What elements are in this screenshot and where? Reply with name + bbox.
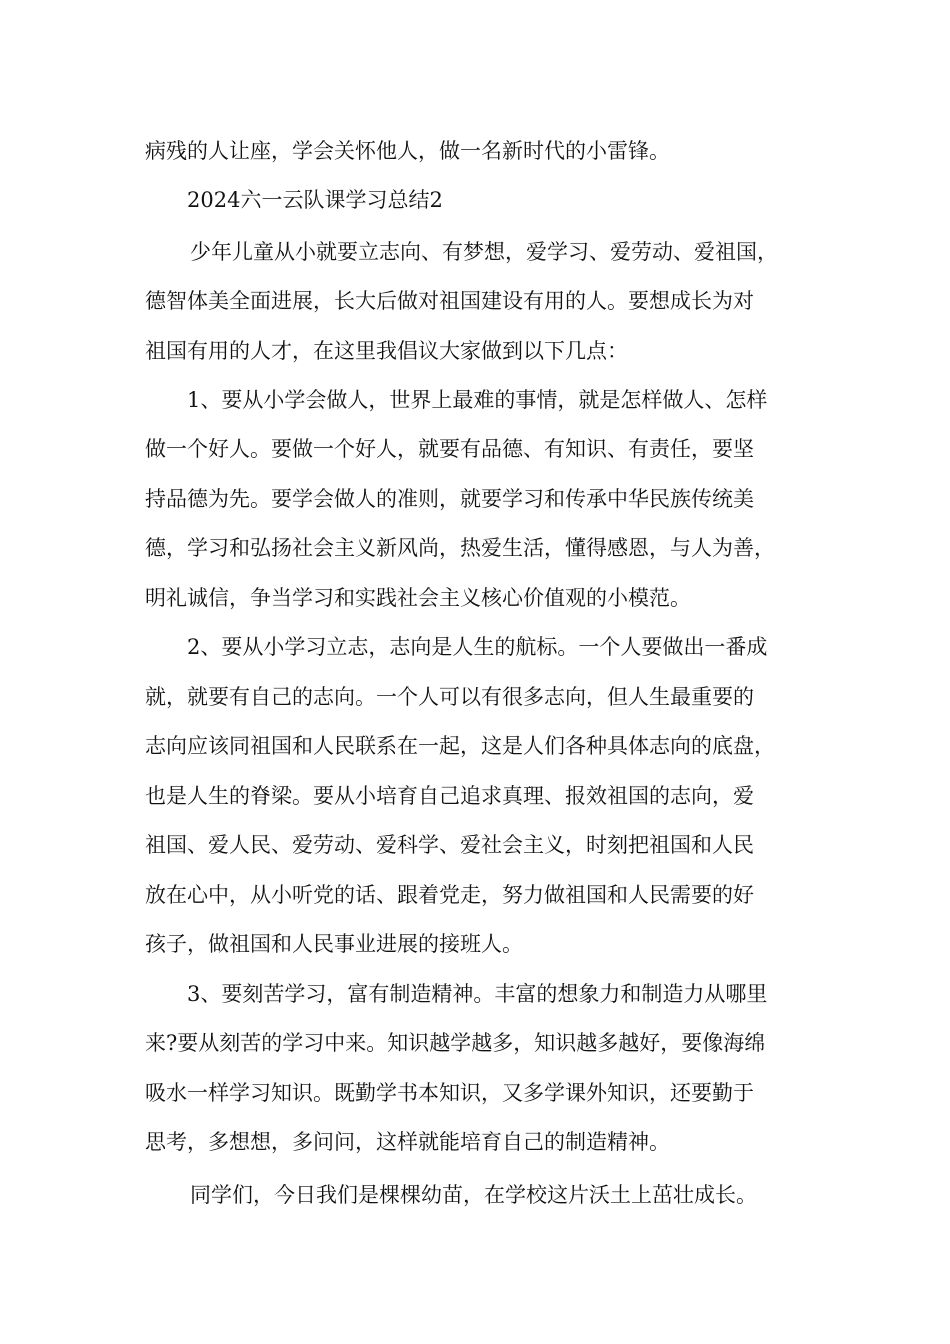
text-line-18: 3、要刻苦学习，富有制造精神。丰富的想象力和制造力从哪里 <box>187 982 768 1006</box>
text-line-16: 放在心中，从小听党的话、跟着党走，努力做祖国和人民需要的好 <box>145 883 754 907</box>
text-line-13: 志向应该同祖国和人民联系在一起，这是人们各种具体志向的底盘， <box>145 734 775 758</box>
text-line-22: 同学们，今日我们是棵棵幼苗，在学校这片沃土上茁壮成长。 <box>190 1183 757 1207</box>
text-line-20: 吸水一样学习知识。既勤学书本知识，又多学课外知识，还要勤于 <box>145 1081 754 1105</box>
text-line-1: 病残的人让座，学会关怀他人，做一名新时代的小雷锋。 <box>145 139 670 163</box>
text-line-6: 1、要从小学会做人，世界上最难的事情，就是怎样做人、怎样 <box>187 388 768 412</box>
text-line-11: 2、要从小学习立志，志向是人生的航标。一个人要做出一番成 <box>187 635 768 659</box>
text-line-17: 孩子，做祖国和人民事业进展的接班人。 <box>145 932 523 956</box>
text-line-21: 思考，多想想，多问问，这样就能培育自己的制造精神。 <box>145 1130 670 1154</box>
section-heading: 2024六一云队课学习总结2 <box>187 188 443 212</box>
text-line-3: 少年儿童从小就要立志向、有梦想，爱学习、爱劳动、爱祖国， <box>190 240 778 264</box>
text-line-4: 德智体美全面进展，长大后做对祖国建设有用的人。要想成长为对 <box>145 289 754 313</box>
text-line-8: 持品德为先。要学会做人的准则，就要学习和传承中华民族传统美 <box>145 487 754 511</box>
text-line-7: 做一个好人。要做一个好人，就要有品德、有知识、有责任，要坚 <box>145 437 754 461</box>
text-line-19: 来?要从刻苦的学习中来。知识越学越多，知识越多越好，要像海绵 <box>145 1031 766 1055</box>
text-line-14: 也是人生的脊梁。要从小培育自己追求真理、报效祖国的志向，爱 <box>145 784 754 808</box>
text-line-12: 就，就要有自己的志向。一个人可以有很多志向，但人生最重要的 <box>145 685 754 709</box>
text-line-9: 德，学习和弘扬社会主义新风尚，热爱生活，懂得感恩，与人为善， <box>145 536 775 560</box>
text-line-15: 祖国、爱人民、爱劳动、爱科学、爱社会主义，时刻把祖国和人民 <box>145 833 754 857</box>
text-line-5: 祖国有用的人才，在这里我倡议大家做到以下几点： <box>145 339 628 363</box>
text-line-10: 明礼诚信，争当学习和实践社会主义核心价值观的小模范。 <box>145 586 691 610</box>
